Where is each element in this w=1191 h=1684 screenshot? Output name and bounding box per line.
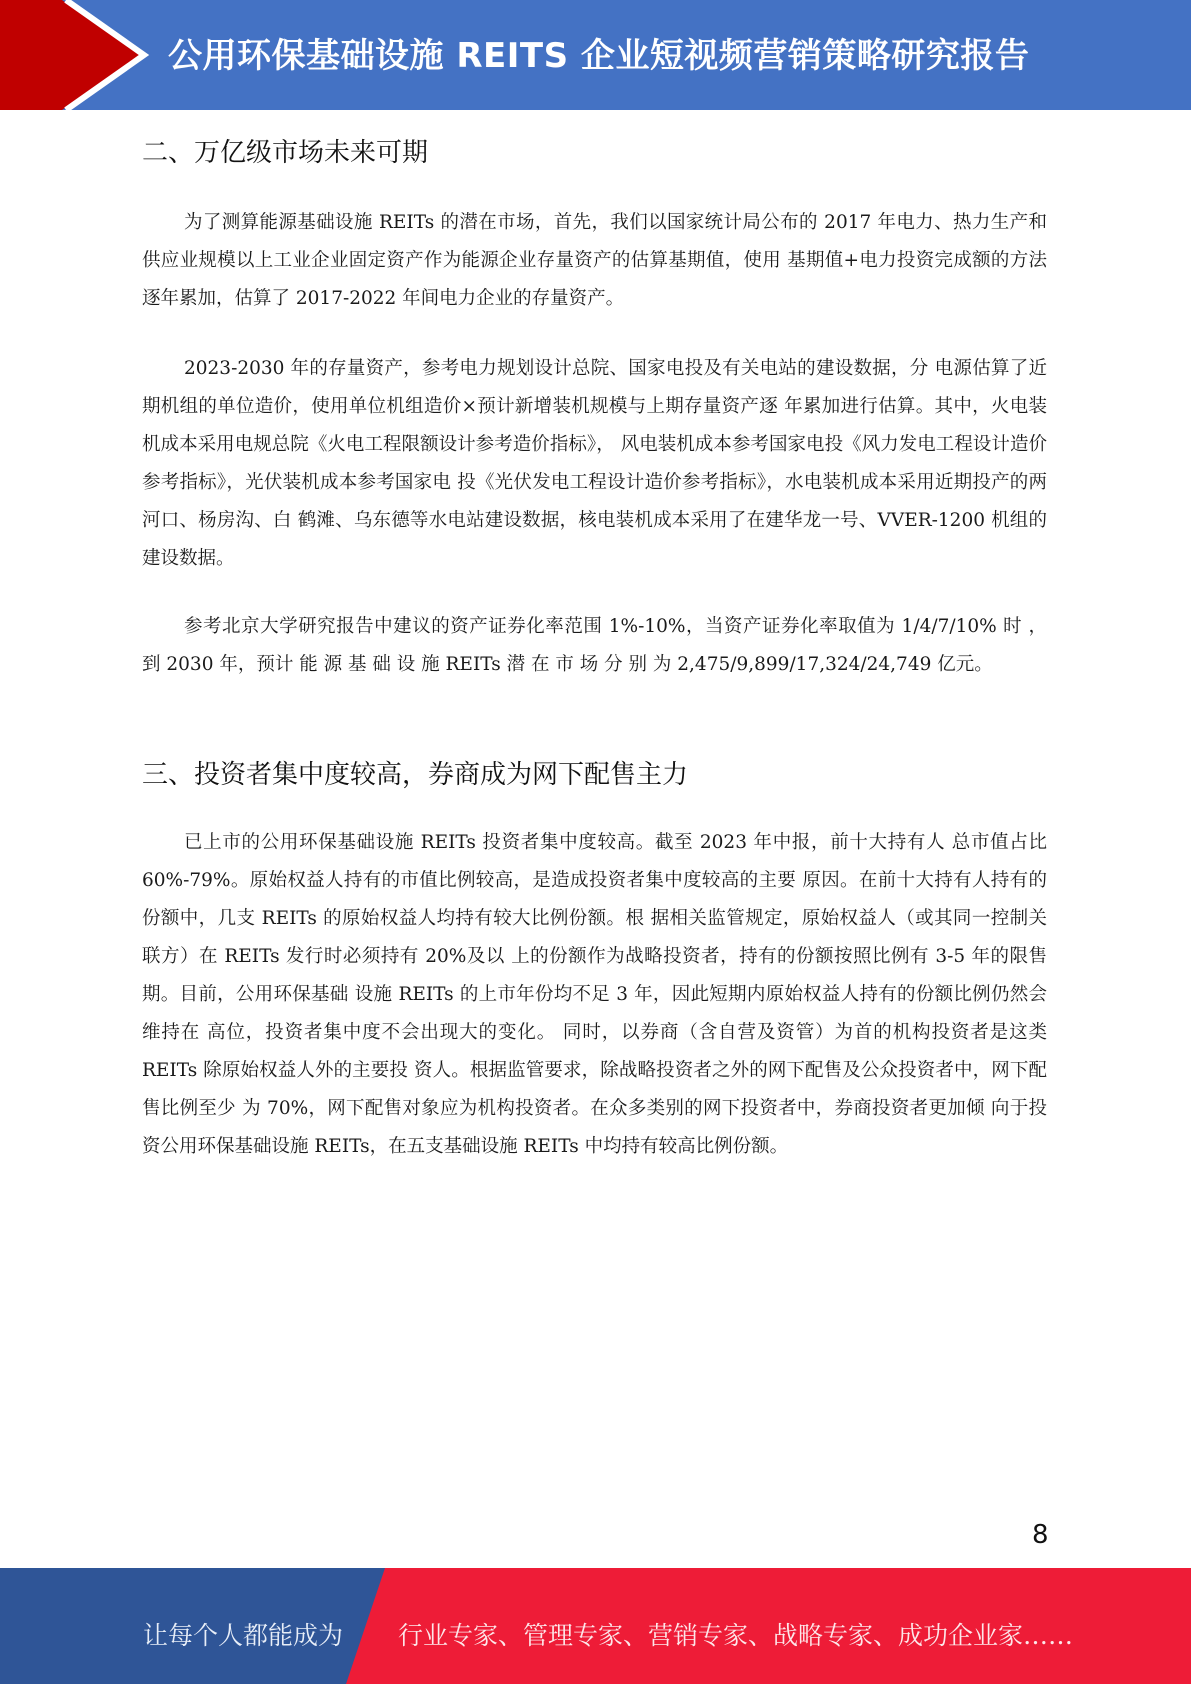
footer-slogan-right: 行业专家、管理专家、营销专家、战略专家、成功企业家…… (398, 1621, 1074, 1650)
section-heading-investors: 三、投资者集中度较高，券商成为网下配售主力 (142, 760, 689, 790)
paragraph-investors-1: 已上市的公用环保基础设施 REITs 投资者集中度较高。截至 2023 年中报，前十大持有人 总市值占比 60%-79%。原始权益人持有的市值比例较高，是造成投资者集中度较高的主要 原因。在前十大持有人持有的份额中，几支 REITs 的原始权益人均持有较大比例份额。根 据相关监管规定，原始权益人（或其同一控制关联方）在 REITs 发行时必须持有 20%及以 上的份额作为战略投资者，持有的份额按照比例有 3-5 年的限售期。目前，公用环保基础 设施 REITs 的上市年份均不足 3 年，因此短期内原始权益人持有的份额比例仍然会维持在 高位，投资者集中度不会出现大的变化。 同时，以券商（含自营及资管）为首的机构投资者是这类 REITs 除原始权益人外的主要投 资人。根据监管要求，除战略投资者之外的网下配售及公众投资者中，网下配售比例至少 为 70%，网下配售对象应为机构投资者。在众多类别的网下投资者中，券商投资者更加倾 向于投资公用环保基础设施 REITs，在五支基础设施 REITs 中均持有较高比例份额。 (142, 832, 1047, 1157)
paragraph-market-3: 参考北京大学研究报告中建议的资产证券化率范围 1%-10%，当资产证券化率取值为 1/4/7/10% 时 ， 到 2030 年，预计 能 源 基 础 设 施 REITs 潜 在 市 场 分 别 为 2,475/9,899/17,324/24,749 亿元。 (142, 616, 1047, 675)
footer-slogan-left: 让每个人都能成为 (143, 1621, 344, 1650)
paragraph-market-1: 为了测算能源基础设施 REITs 的潜在市场，首先，我们以国家统计局公布的 2017 年电力、热力生产和供应业规模以上工业企业固定资产作为能源企业存量资产的估算基期值，使用 基期值+电力投资完成额的方法逐年累加，估算了 2017-2022 年间电力企业的存量资产。 (142, 212, 1047, 309)
section-heading-market: 二、万亿级市场未来可期 (142, 138, 429, 168)
red-chevron-shape (0, 0, 140, 110)
page-number: 8 (1032, 1520, 1049, 1550)
footer-banner (0, 1568, 1191, 1684)
report-header-banner (0, 0, 1191, 110)
paragraph-market-2: 2023-2030 年的存量资产，参考电力规划设计总院、国家电投及有关电站的建设数据，分 电源估算了近期机组的单位造价，使用单位机组造价×预计新增装机规模与上期存量资产逐 年累加进行估算。其中，火电装机成本采用电规总院《火电工程限额设计参考造价指标》， 风电装机成本参考国家电投《风力发电工程设计造价参考指标》，光伏装机成本参考国家电 投《光伏发电工程设计造价参考指标》，水电装机成本采用近期投产的两河口、杨房沟、白 鹤滩、乌东德等水电站建设数据，核电装机成本采用了在建华龙一号、VVER-1200 机组的 建设数据。 (142, 358, 1047, 569)
report-title: 公用环保基础设施 REITS 企业短视频营销策略研究报告 (168, 36, 1030, 76)
